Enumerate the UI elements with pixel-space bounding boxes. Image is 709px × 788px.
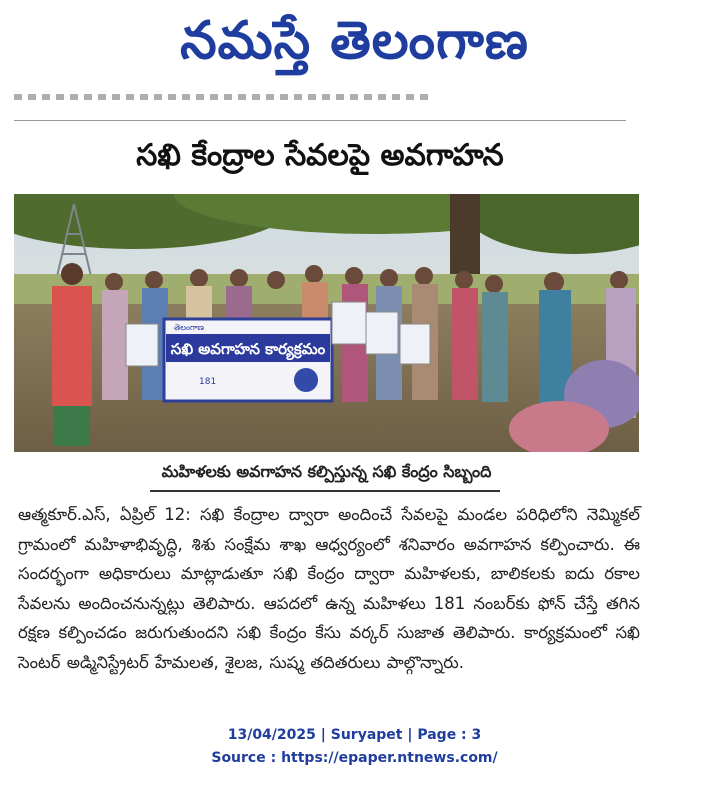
article-body: ఆత్మకూర్.ఎస్, ఏప్రిల్ 12: సఖి కేంద్రాల ద్వారా అందించే సేవలపై మండల పరిధిలోని నెమ్మికల్ గ్రామంలో మహిళాభివృద్ధి, శిశు సంక్షేమ శాఖ ఆధ్వర్యంలో శనివారం అవగాహన కల్పించారు. ఈ సందర్భంగా అధికారులు మాట్లాడుతూ సఖి కేంద్రం ద్వారా మహిళలకు, బాలికలకు ఐదు రకాల సేవలను అందించనున్నట్లు తెలిపారు. ఆపదలో ఉన్న మహిళలు 181 నంబర్‌కు ఫోన్ చేస్తే తగిన రక్షణ కల్పించడం జరుగుతుందని సఖి కేంద్రం కేసు వర్కర్ సుజాత తెలిపారు. కార్యక్రమంలో సఖి సెంటర్ అడ్మినిస్ట్రేటర్ హేమలత, శైలజ, సుష్మ తదితరులు పాల్గొన్నారు. — [18, 505, 640, 672]
banner-title: సఖి అవగాహన కార్యక్రమం — [170, 340, 326, 358]
article-headline: సఖి కేంద్రాల సేవలపై అవగాహన — [136, 138, 504, 173]
footer-date-line: 13/04/2025 | Suryapet | Page : 3 — [227, 727, 482, 743]
footer-source-line: Source : https://epaper.ntnews.com/ — [211, 750, 498, 766]
banner-org: తెలంగాణ — [174, 323, 204, 332]
newspaper-masthead: నమస్తే తెలంగాణ — [180, 10, 529, 71]
dateline-strip — [14, 92, 614, 104]
caption-underline — [150, 490, 500, 492]
top-divider — [14, 120, 626, 121]
banner-phone: 181 — [199, 377, 217, 387]
photo-caption: మహిళలకు అవగాహన కల్పిస్తున్న సఖి కేంద్రం సిబ్బంది — [161, 462, 492, 481]
news-photo — [14, 194, 639, 452]
